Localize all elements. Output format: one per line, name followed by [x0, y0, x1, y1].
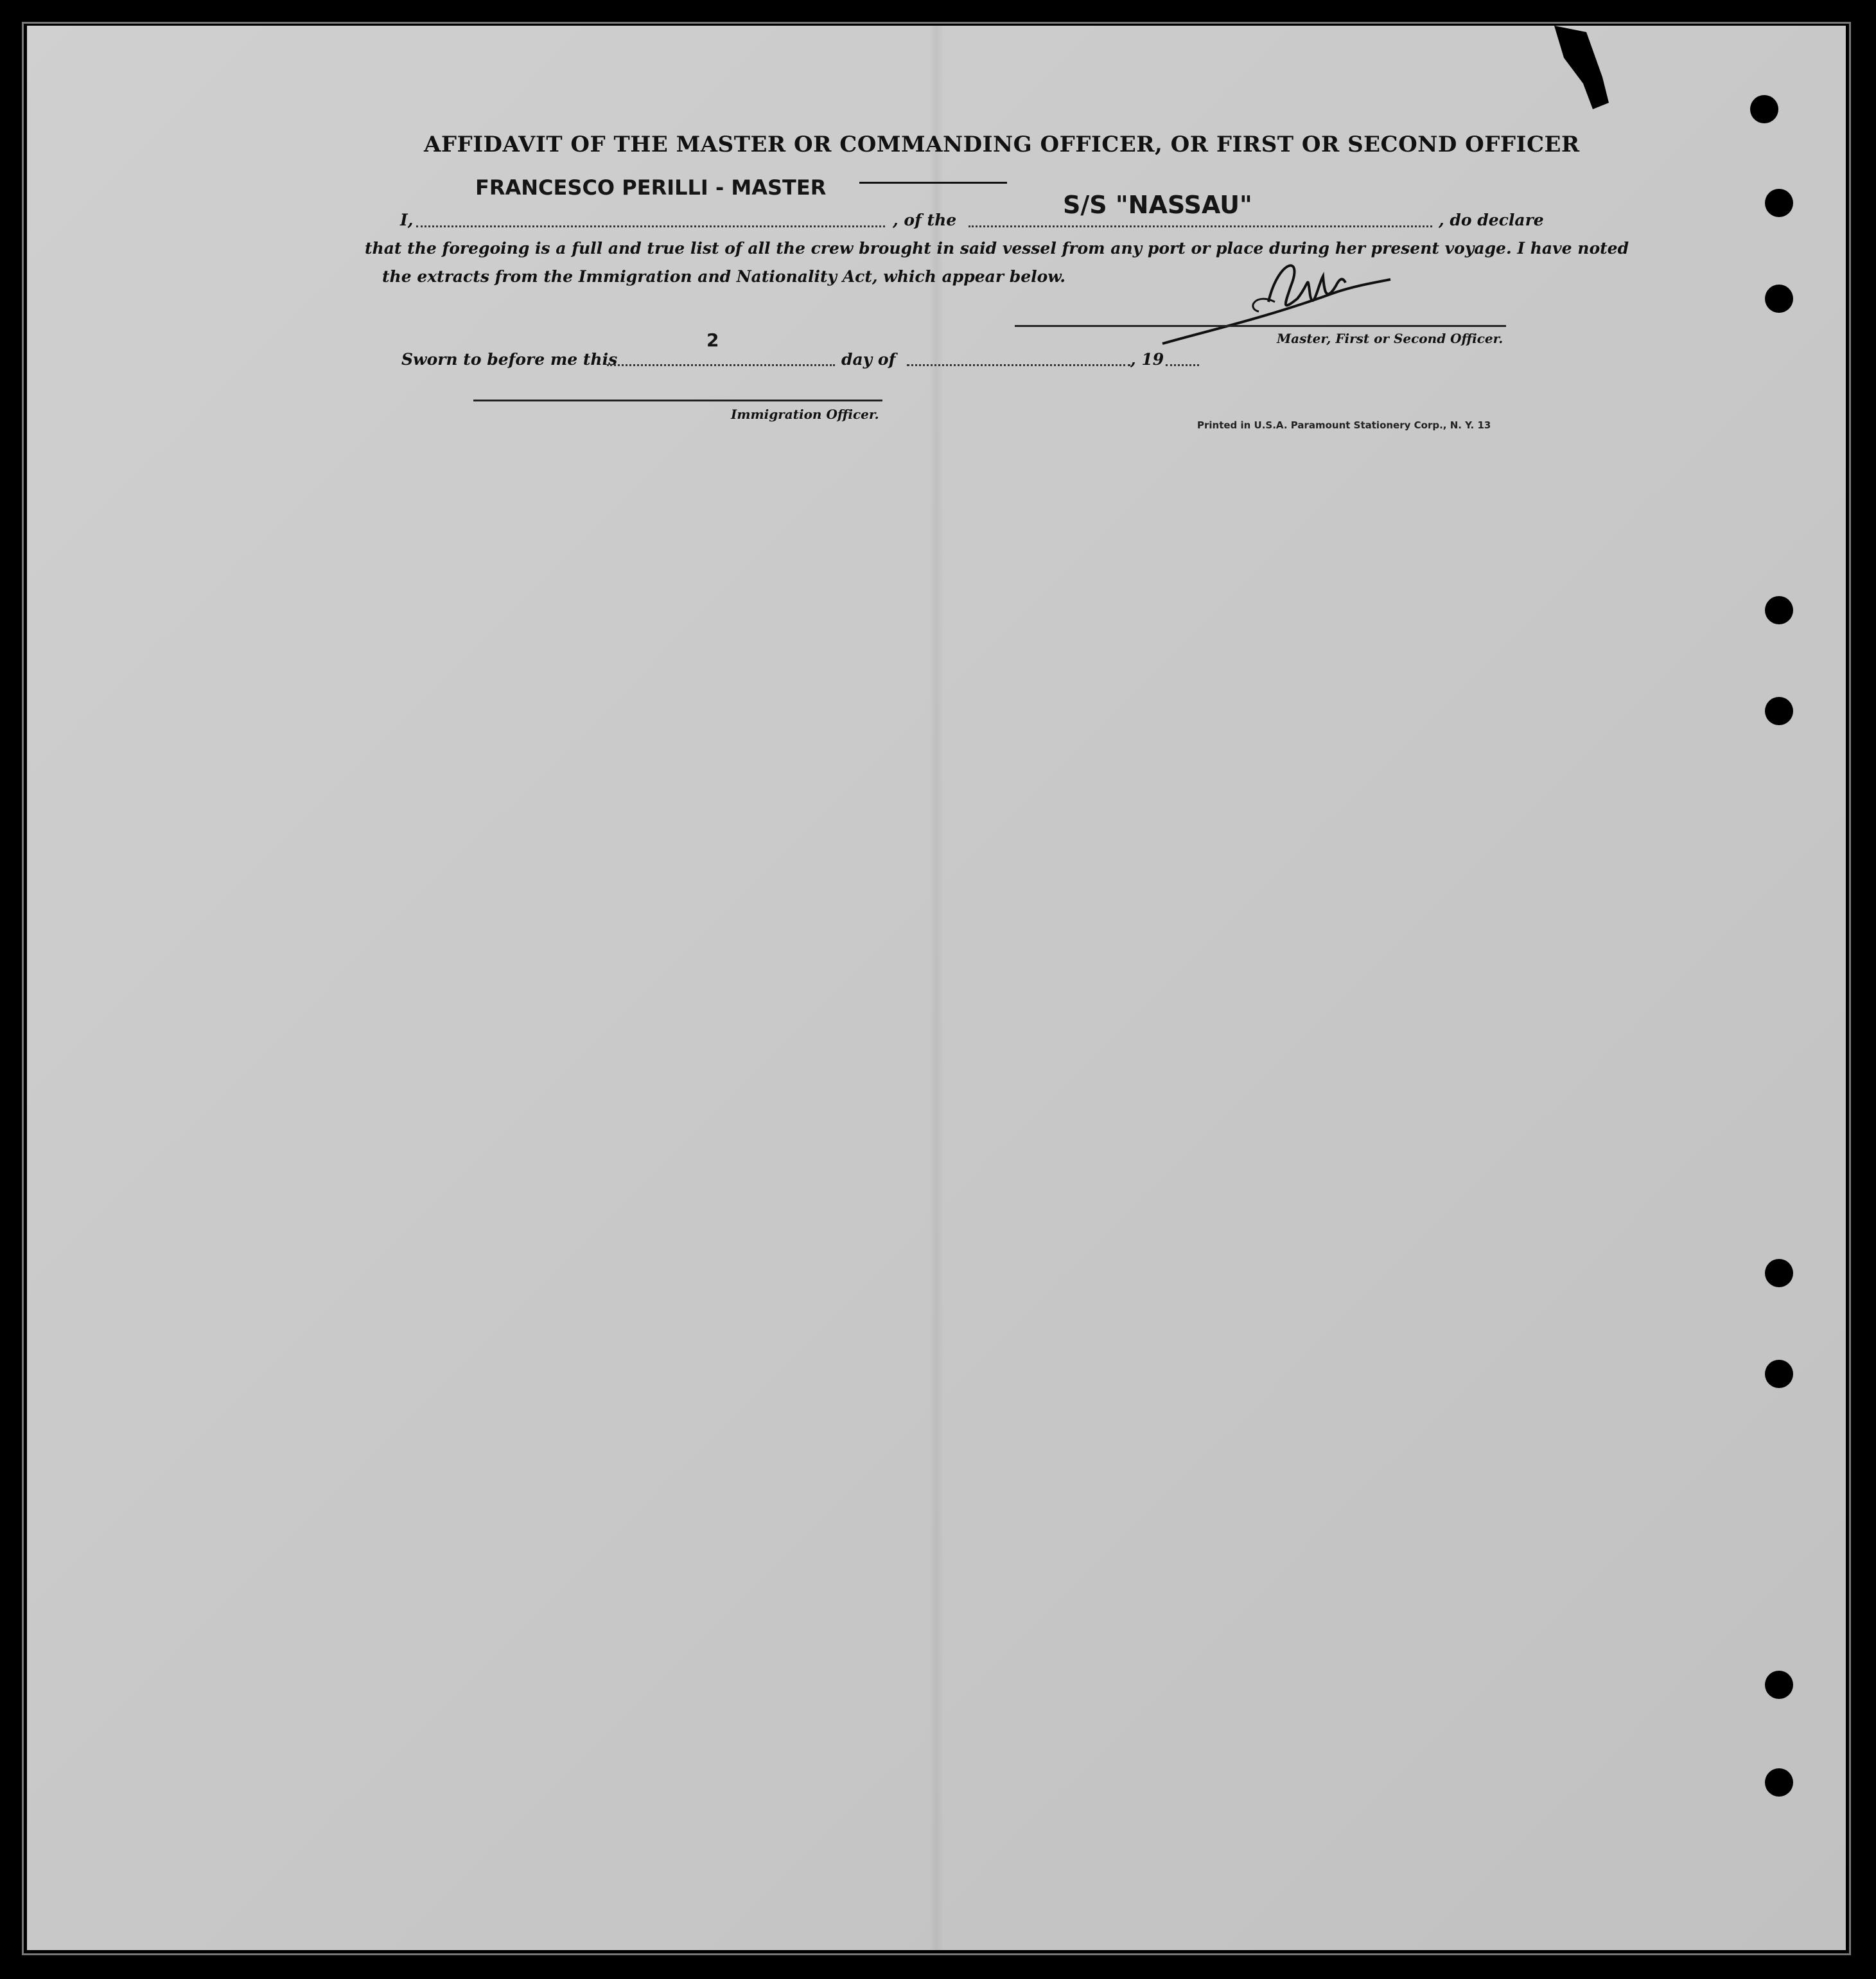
immigration-officer-line — [473, 400, 882, 401]
punch-hole — [1765, 189, 1793, 217]
punch-hole — [1765, 596, 1793, 624]
sworn-label: Sworn to before me this — [401, 350, 618, 369]
declarant-name-line — [416, 225, 885, 227]
punch-hole — [1765, 1671, 1793, 1699]
year-prefix: , 19 — [1130, 350, 1164, 369]
vessel-name-stamp: S/S "NASSAU" — [1063, 191, 1252, 219]
do-declare-label: , do declare — [1439, 211, 1544, 229]
declaration-text-line-2: the extracts from the Immigration and Nationality Act, which appear below. — [382, 267, 1066, 286]
punch-hole — [1750, 95, 1778, 123]
printer-imprint: Printed in U.S.A. Paramount Stationery Corp., N. Y. 13 — [1197, 419, 1491, 431]
sworn-day-line — [607, 364, 835, 366]
punch-hole — [1765, 1360, 1793, 1388]
affidavit-title: AFFIDAVIT OF THE MASTER OR COMMANDING OFFICER, OR FIRST OR SECOND OFFICER — [424, 132, 1580, 157]
vessel-name-line — [969, 225, 1432, 227]
signature-label: Master, First or Second Officer. — [1277, 331, 1503, 346]
of-the-label: , of the — [893, 211, 957, 229]
immigration-officer-label: Immigration Officer. — [731, 407, 879, 422]
signature-line — [1015, 325, 1506, 327]
day-of-label: day of — [841, 350, 896, 369]
punch-hole — [1765, 1259, 1793, 1287]
declarant-prefix: I, — [400, 211, 414, 229]
title-underline — [859, 182, 1007, 184]
punch-hole — [1765, 697, 1793, 725]
document-page — [27, 26, 1846, 1950]
torn-corner — [1548, 19, 1618, 116]
punch-hole — [1765, 1768, 1793, 1797]
master-name-stamp: FRANCESCO PERILLI - MASTER — [475, 175, 827, 200]
sworn-day-value: 2 — [706, 330, 719, 351]
declaration-text-line-1: that the foregoing is a full and true list of all the crew brought in said vessel from any port or place during her present voyage. I have noted — [365, 239, 1629, 258]
punch-hole — [1765, 285, 1793, 313]
month-line — [907, 364, 1130, 366]
year-line — [1166, 364, 1199, 366]
